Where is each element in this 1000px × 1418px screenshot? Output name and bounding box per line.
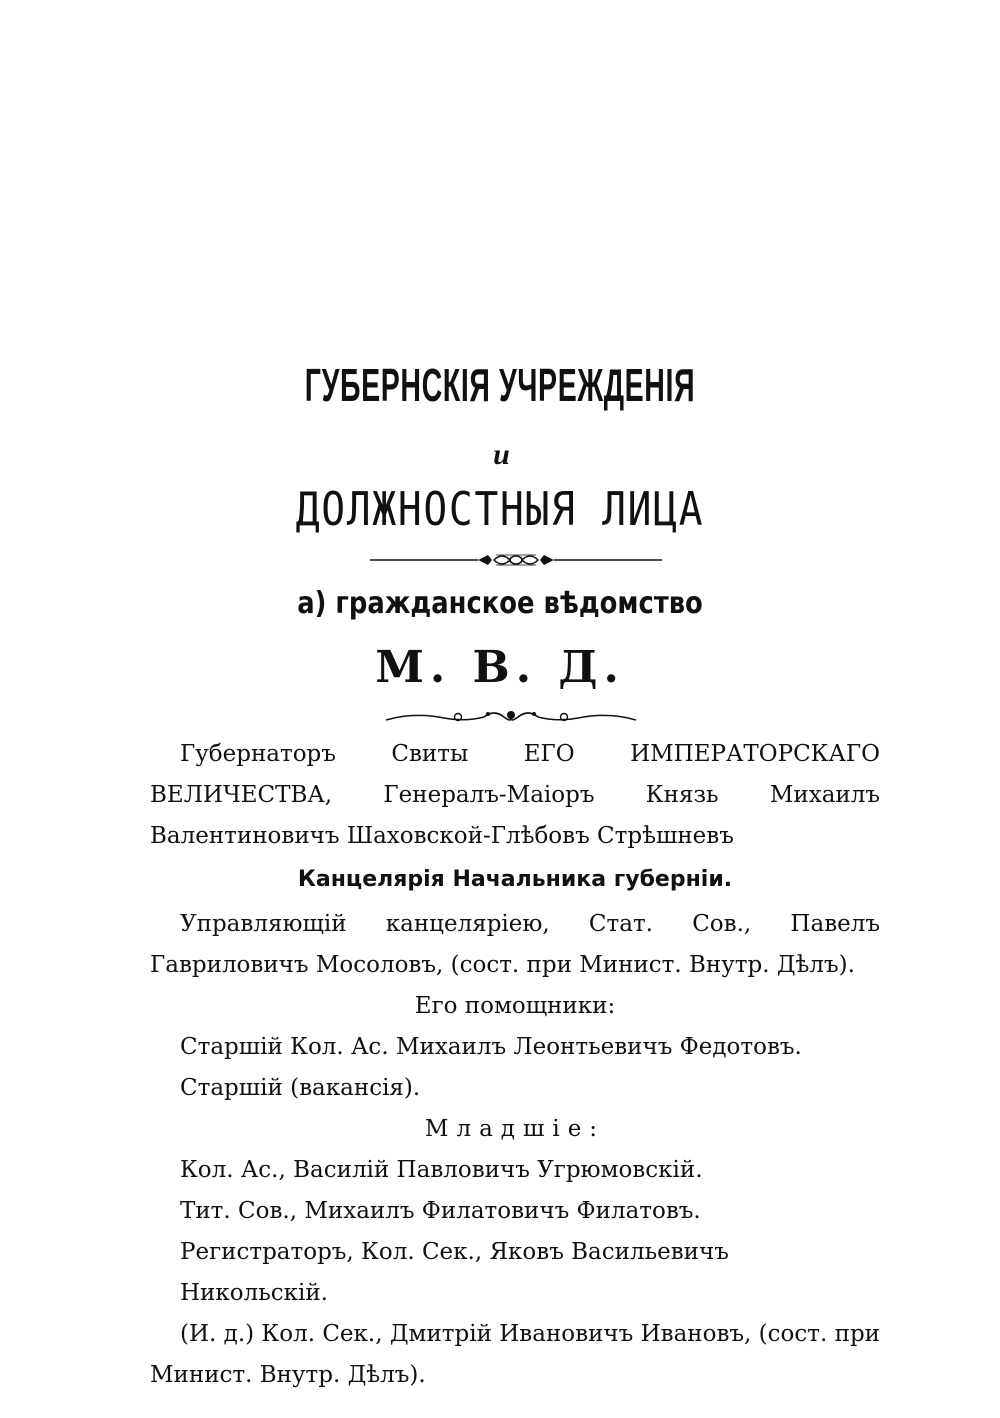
acting-official-entry: (И. д.) Кол. Сек., Дмитрій Ивановичъ Ивановъ, (сост. при Минист. Внутр. Дѣлъ). xyxy=(150,1321,880,1388)
department-abbreviation: М. В. Д. xyxy=(375,642,625,693)
junior-assistant-entry: Кол. Ас., Василій Павловичъ Угрюмовскій. xyxy=(180,1157,703,1183)
title-conjunction: и xyxy=(493,438,507,471)
title-line-2: ДОЛЖНОСТНЫЯ ЛИЦА xyxy=(295,482,705,536)
chancellery-manager-entry: Управляющій канцеляріею, Стат. Сов., Павелъ Гавриловичъ Мосоловъ, (сост. при Минист. Внутр. Дѣлъ). xyxy=(150,911,880,978)
chancellery-heading: Канцелярія Начальника губерніи. xyxy=(297,867,733,892)
body-text xyxy=(150,734,880,1396)
title-ornament-divider xyxy=(370,550,662,570)
section-ornament-divider xyxy=(384,706,638,728)
junior-assistant-entry: Тит. Сов., Михаилъ Филатовичъ Филатовъ. xyxy=(180,1198,701,1224)
registrar-entry: Регистраторъ, Кол. Сек., Яковъ Васильевичъ Никольскій. xyxy=(180,1239,729,1306)
title-line-1: ГУБЕРНСКІЯ УЧРЕЖДЕНІЯ xyxy=(304,359,696,411)
section-subtitle: а) гражданское вѣдомство xyxy=(297,586,703,621)
assistants-heading: Его помощники: xyxy=(414,993,616,1019)
senior-vacancy-entry: Старшій (вакансія). xyxy=(180,1075,421,1101)
juniors-heading: Младшіе: xyxy=(424,1116,606,1142)
governor-entry: Губернаторъ Свиты ЕГО ИМПЕРАТОРСКАГО ВЕЛИЧЕСТВА, Генералъ-Маіоръ Князь Михаилъ Валентиновичъ Шаховской-Глѣбовъ Стрѣшневъ xyxy=(150,741,880,849)
senior-assistant-entry: Старшій Кол. Ас. Михаилъ Леонтьевичъ Федотовъ. xyxy=(180,1034,802,1060)
